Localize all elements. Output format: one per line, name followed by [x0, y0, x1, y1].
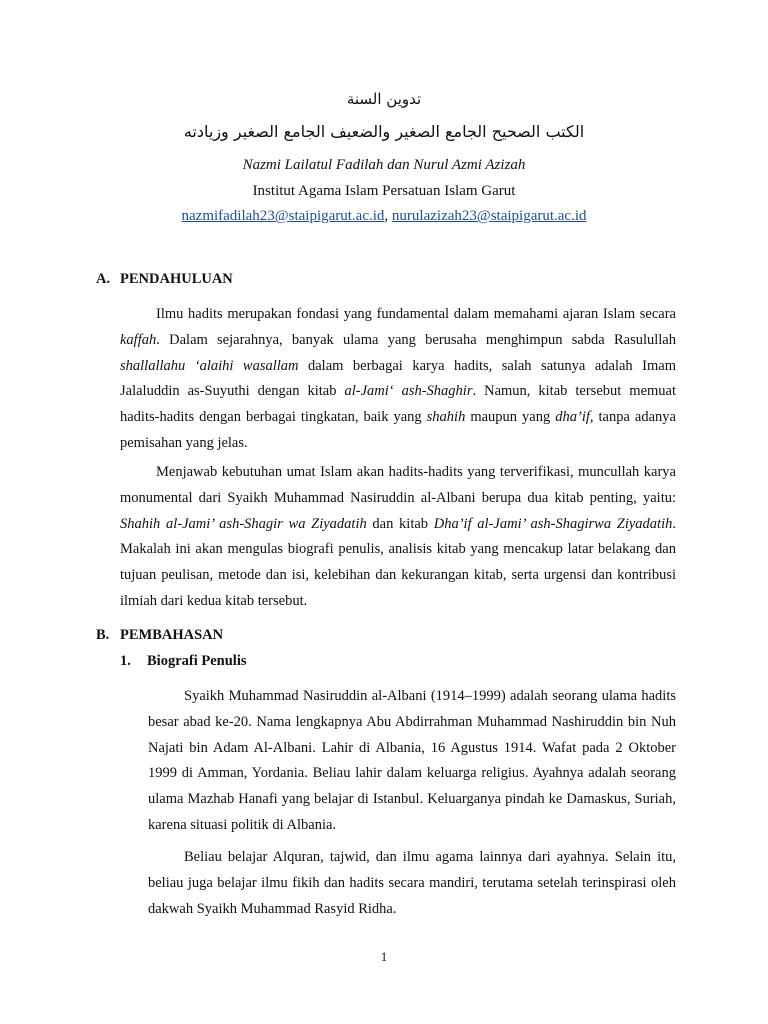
section-b-heading: [96, 627, 223, 644]
email-link-1[interactable]: nazmifadilah23@staipigarut.ac.id: [181, 208, 385, 224]
text-run: Menjawab kebutuhan umat Islam akan hadits-hadits yang terverifikasi, muncullah karya monumental dari Syaikh Muhammad Nasiruddin al-Albani berupa dua kitab penting, yaitu:: [120, 464, 676, 506]
subsection-1-title: Biografi Penulis: [147, 653, 247, 669]
authors: Nazmi Lailatul Fadilah dan Nurul Azmi Azizah: [242, 157, 526, 173]
italic-term: Shahih al-Jami’ ash-Shagir wa Ziyadatih: [120, 515, 367, 532]
italic-term: shahih: [426, 409, 466, 426]
section-a-heading: [96, 271, 233, 288]
text-run: , tanpa adanya pemisahan yang jelas.: [120, 409, 676, 451]
institution: Institut Agama Islam Persatuan Islam Garut: [252, 183, 516, 199]
intro-paragraph-1: [120, 302, 676, 457]
subsection-1-number: 1.: [120, 653, 131, 669]
email-separator: ,: [384, 208, 392, 224]
text-run: . Namun, kitab tersebut memuat hadits-hadits dengan berbagai tingkatan, baik yang: [120, 383, 676, 426]
italic-term: al-Jami‘ ash-Shaghir: [344, 383, 473, 400]
text-run: . Makalah ini akan mengulas biografi penulis, analisis kitab yang mencakup latar belakang dan tujuan peulisan, metode dan isi, kelebihan dan kekurangan kitab, serta urgensi dan kontribusi ilmiah dari kedua kitab tersebut.: [120, 515, 676, 609]
author-emails: [0, 208, 768, 225]
text-run: maupun yang: [465, 409, 556, 426]
subsection-1-heading: [120, 653, 247, 670]
text-run: dan kitab: [366, 515, 434, 532]
section-a-number: A.: [96, 271, 111, 287]
email-link-2[interactable]: nurulazizah23@staipigarut.ac.id: [391, 208, 587, 224]
section-b-number: B.: [96, 627, 110, 643]
arabic-subtitle: الكتب الصحيح الجامع الصغير والضعيف الجامع الصغير وزيادته: [183, 122, 585, 141]
text-run: Ilmu hadits merupakan fondasi yang fundamental dalam memahami ajaran Islam secara: [156, 306, 676, 322]
italic-term: Dha’if al-Jami’ ash-Shagirwa Ziyadatih: [433, 515, 673, 532]
arabic-title: تدوين السنة: [346, 90, 422, 108]
italic-term: dha’if: [555, 409, 590, 426]
intro-paragraph-2: [120, 460, 676, 615]
italic-term: kaffah: [120, 331, 157, 348]
biography-paragraph-1: Syaikh Muhammad Nasiruddin al-Albani (1914–1999) adalah seorang ulama hadits besar abad ke-20. Nama lengkapnya Abu Abdirrahman Muhammad Nashiruddin bin Nuh Najati bin Adam Al-Albani. Lahir di Albania, 16 Agustus 1914. Wafat pada 2 Oktober 1999 di Amman, Yordania. Beliau lahir dalam keluarga religius. Ayahnya adalah seorang ulama Mazhab Hanafi yang belajar di Istanbul. Keluarganya pindah ke Damaskus, Suriah, karena situasi politik di Albania.: [148, 688, 676, 833]
section-b-title: PEMBAHASAN: [120, 627, 224, 643]
italic-term: shallallahu ‘alaihi wasallam: [120, 357, 299, 374]
section-a-title: PENDAHULUAN: [120, 271, 233, 287]
page-number: 1: [380, 949, 388, 964]
text-run: dalam berbagai karya hadits, salah satunya adalah Imam Jalaluddin as-Suyuthi dengan kitab: [120, 357, 676, 400]
biography-paragraph-2: Beliau belajar Alquran, tajwid, dan ilmu agama lainnya dari ayahnya. Selain itu, beliau juga belajar ilmu fikih dan hadits secara mandiri, terutama setelah terinspirasi oleh dakwah Syaikh Muhammad Rasyid Ridha.: [148, 849, 676, 917]
text-run: . Dalam sejarahnya, banyak ulama yang berusaha menghimpun sabda Rasulullah: [156, 331, 676, 348]
